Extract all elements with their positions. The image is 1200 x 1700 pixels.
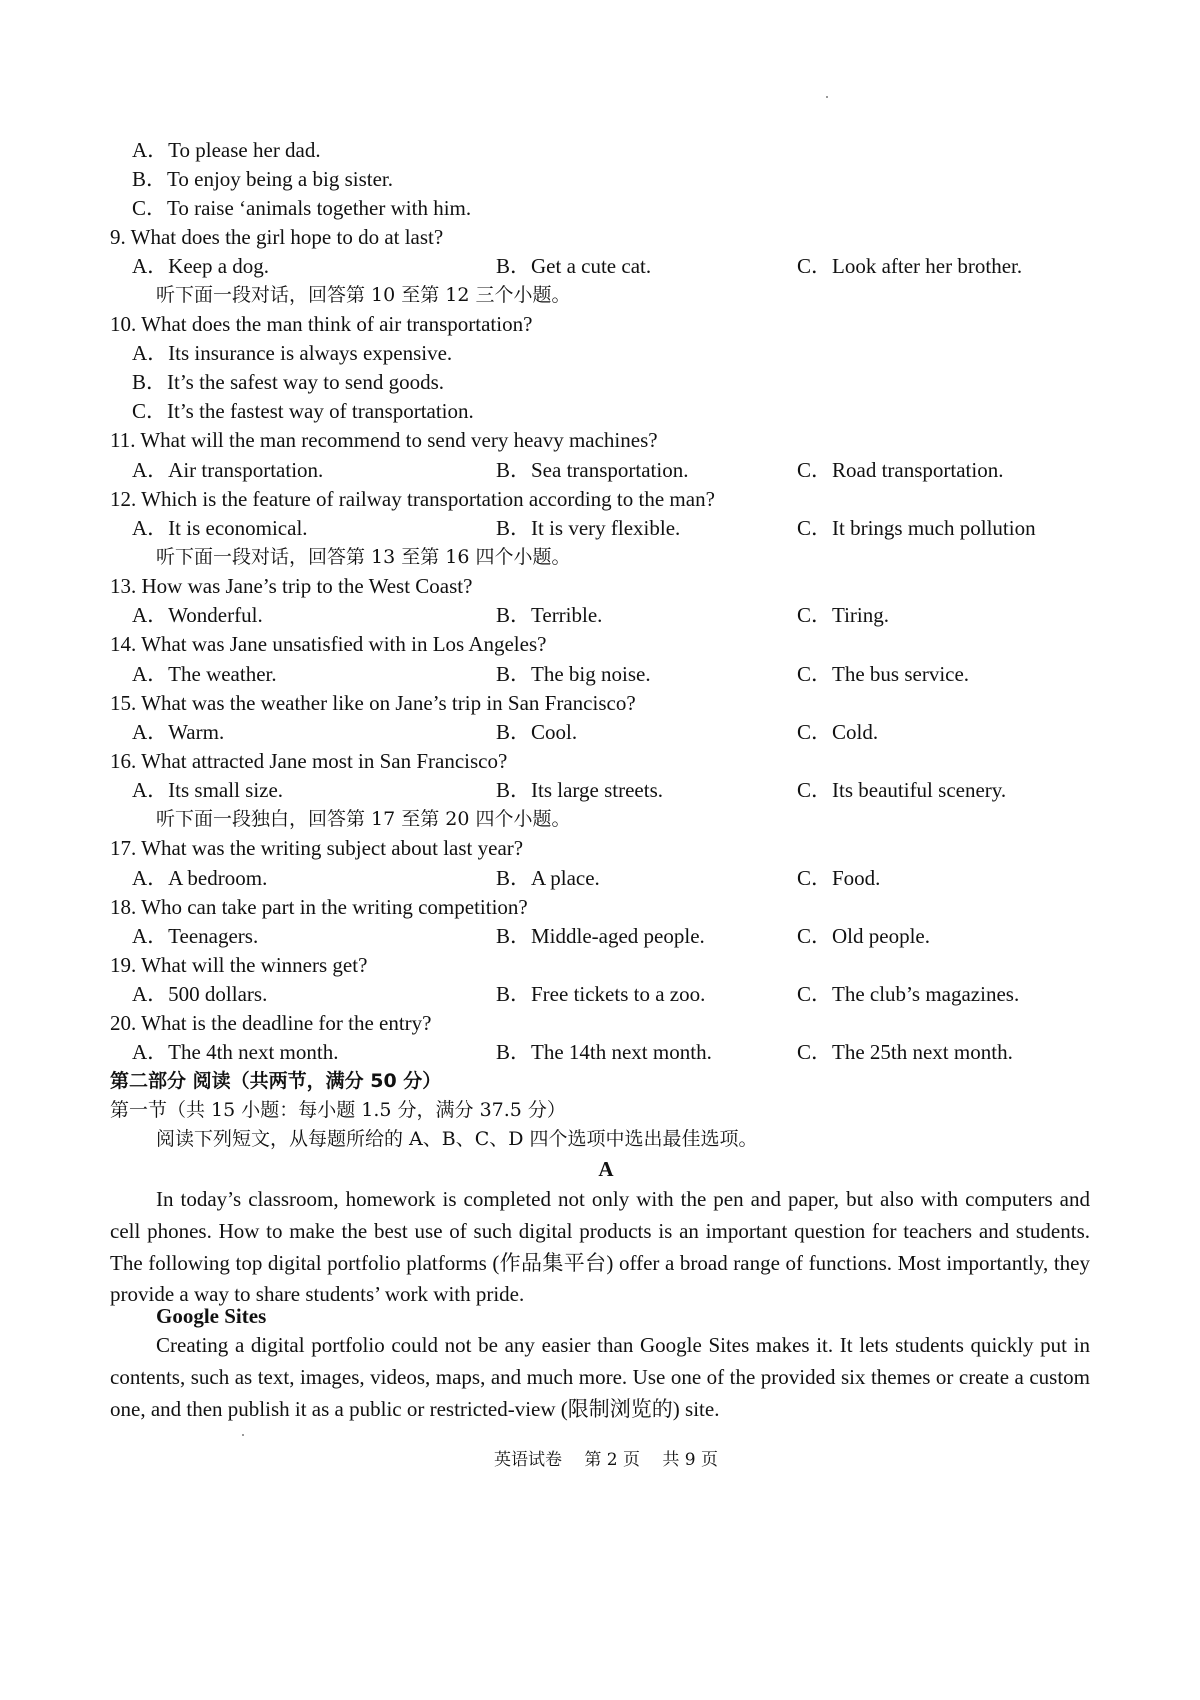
option-c: C．Food.: [797, 866, 881, 890]
option-a: A．The 4th next month.: [132, 1040, 339, 1064]
part-title: 第二部分 阅读（共两节，满分 50 分）: [110, 1070, 442, 1092]
question-stem: 14. What was Jane unsatisfied with in Los Angeles?: [110, 632, 547, 656]
listening-instruction: 听下面一段对话，回答第 13 至第 16 四个小题。: [156, 546, 571, 568]
passage-subheading: Google Sites: [156, 1304, 267, 1328]
question-stem: 12. Which is the feature of railway transportation according to the man?: [110, 487, 715, 511]
question-stem: 18. Who can take part in the writing competition?: [110, 895, 528, 919]
q8-option-b: B．To enjoy being a big sister.: [132, 167, 394, 191]
q8-option-c: C．To raise ‘animals together with him.: [132, 196, 472, 220]
option-b: B．Get a cute cat.: [496, 254, 652, 278]
passage-letter: A: [598, 1157, 614, 1181]
option-a: A．The weather.: [132, 662, 277, 686]
option-a: A．Its small size.: [132, 778, 284, 802]
option-a: A．It is economical.: [132, 516, 308, 540]
scan-speck: [242, 1434, 244, 1436]
question-stem: 17. What was the writing subject about last year?: [110, 836, 524, 860]
option-b: B．Cool.: [496, 720, 578, 744]
question-stem: 15. What was the weather like on Jane’s trip in San Francisco?: [110, 691, 636, 715]
option-b: B．The 14th next month.: [496, 1040, 712, 1064]
listening-instruction: 听下面一段独白，回答第 17 至第 20 四个小题。: [156, 808, 571, 830]
option-c: C．Its beautiful scenery.: [797, 778, 1007, 802]
question-stem: 11. What will the man recommend to send very heavy machines?: [110, 428, 658, 452]
option-b: B．It’s the safest way to send goods.: [132, 370, 445, 394]
scan-speck: [826, 96, 828, 98]
option-b: B．The big noise.: [496, 662, 651, 686]
paragraph-text: Creating a digital portfolio could not be any easier than Google Sites makes it. It lets students quickly put in contents, such as text, images, videos, maps, and much more. Use one of the provided six themes or create a custom one, and then publish it as a public or restricted-view (限制浏览的) site.: [110, 1333, 1090, 1421]
option-b: B．Its large streets.: [496, 778, 663, 802]
option-a: A．Teenagers.: [132, 924, 259, 948]
section-title: 第一节（共 15 小题：每小题 1.5 分，满分 37.5 分）: [110, 1099, 566, 1121]
option-c: C．It’s the fastest way of transportation.: [132, 399, 474, 423]
option-a: A．Wonderful.: [132, 603, 263, 627]
option-c: C．Old people.: [797, 924, 930, 948]
option-c: C．Look after her brother.: [797, 254, 1023, 278]
option-c: C．Cold.: [797, 720, 879, 744]
option-a: A．Its insurance is always expensive.: [132, 341, 453, 365]
option-c: C．The club’s magazines.: [797, 982, 1020, 1006]
page-footer: 英语试卷 第 2 页 共 9 页: [493, 1450, 719, 1470]
option-a: A．Air transportation.: [132, 458, 324, 482]
passage-paragraph-1: [110, 1184, 1090, 1311]
q8-option-a: A．To please her dad.: [132, 138, 321, 162]
question-stem: 10. What does the man think of air transportation?: [110, 312, 533, 336]
option-c: C．Road transportation.: [797, 458, 1004, 482]
question-stem: 20. What is the deadline for the entry?: [110, 1011, 432, 1035]
question-stem: 19. What will the winners get?: [110, 953, 368, 977]
option-c: C．Tiring.: [797, 603, 890, 627]
option-b: B．Terrible.: [496, 603, 603, 627]
option-a: A．Warm.: [132, 720, 225, 744]
listening-instruction: 听下面一段对话，回答第 10 至第 12 三个小题。: [156, 284, 571, 306]
option-c: C．The 25th next month.: [797, 1040, 1013, 1064]
question-stem: 9. What does the girl hope to do at last?: [110, 225, 444, 249]
option-a: A．500 dollars.: [132, 982, 268, 1006]
paragraph-text: In today’s classroom, homework is completed not only with the pen and paper, but also with computers and cell phones. How to make the best use of such digital products is an important question for teachers and students. The following top digital portfolio platforms (作品集平台) offer a broad range of functions. Most importantly, they provide a way to share students’ work with pride.: [110, 1187, 1090, 1307]
option-a: A．A bedroom.: [132, 866, 268, 890]
option-c: C．The bus service.: [797, 662, 970, 686]
option-b: B．Middle-aged people.: [496, 924, 705, 948]
passage-paragraph-2: [110, 1330, 1090, 1425]
question-stem: 16. What attracted Jane most in San Francisco?: [110, 749, 508, 773]
option-b: B．Sea transportation.: [496, 458, 689, 482]
option-b: B．It is very flexible.: [496, 516, 681, 540]
option-c: C．It brings much pollution: [797, 516, 1036, 540]
option-a: A．Keep a dog.: [132, 254, 270, 278]
option-b: B．A place.: [496, 866, 600, 890]
option-b: B．Free tickets to a zoo.: [496, 982, 706, 1006]
question-stem: 13. How was Jane’s trip to the West Coast?: [110, 574, 473, 598]
reading-instruction: 阅读下列短文，从每题所给的 A、B、C、D 四个选项中选出最佳选项。: [156, 1128, 758, 1150]
